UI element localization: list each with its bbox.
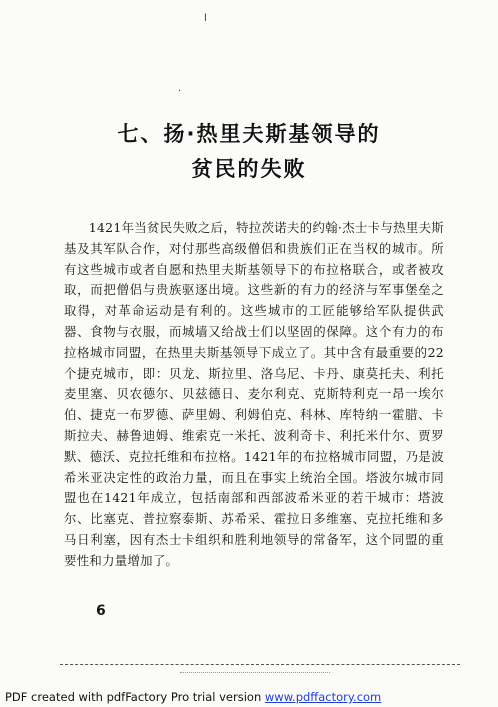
- body-paragraph: 1421年当贫民失败之后，特拉茨诺夫的约翰·杰士卡与热里夫斯基及其军队合作，对付那些高级僧侣和贵族们正在当权的城市。所有这些城市或者自愿和热里夫斯基领导下的布拉格联合，或者被攻取，而把僧侣与贵族驱逐出境。这些新的有力的经济与军事堡垒之取得，对革命运动是有利的。这些城市的工匠能够给军队提供武器、食物与衣服，而城墙又给战士们以坚固的保障。这个有力的布拉格城市同盟，在热里夫斯基领导下成立了。其中含有最重要的22个捷克城市，即：贝龙、斯拉里、洛乌尼、卡丹、康莫托夫、利托麦里塞、贝农德尔、贝兹德日、麦尔利克、克斯特利克一昂一埃尔伯、捷克一布罗德、萨里姆、利姆伯克、科林、库特纳一霍腊、卡斯拉夫、赫鲁迪姆、维索克一米托、波利奇卡、利托米什尔、贾罗默、德沃、克拉托维和布拉格。1421年的布拉格城市同盟，乃是波希米亚决定性的政治力量，而且在事实上统治全国。塔波尔城市同盟也在1421年成立，包括南部和西部波希米亚的若干城市：塔波尔、比塞克、普拉察泰斯、苏希采、霍拉日多维塞、克拉托维和多马日利塞，因有杰士卡组织和胜利地领导的常备军，这个同盟的重要性和力量增加了。: [64, 220, 444, 568]
- chapter-title: 七、扬·热里夫斯基领导的: [117, 122, 381, 146]
- pdf-watermark-footer: [5, 690, 381, 704]
- scan-speck: l: [204, 13, 207, 24]
- scan-edge-line: [60, 664, 460, 665]
- pdffactory-link[interactable]: www.pdffactory.com: [264, 690, 382, 704]
- footer-text: PDF created with pdfFactory Pro trial version: [5, 690, 265, 704]
- scan-speck: .: [178, 83, 182, 94]
- scan-edge-line: [180, 672, 330, 673]
- page-number: 6: [96, 603, 106, 619]
- chapter-subtitle: 贫民的失败: [191, 157, 307, 181]
